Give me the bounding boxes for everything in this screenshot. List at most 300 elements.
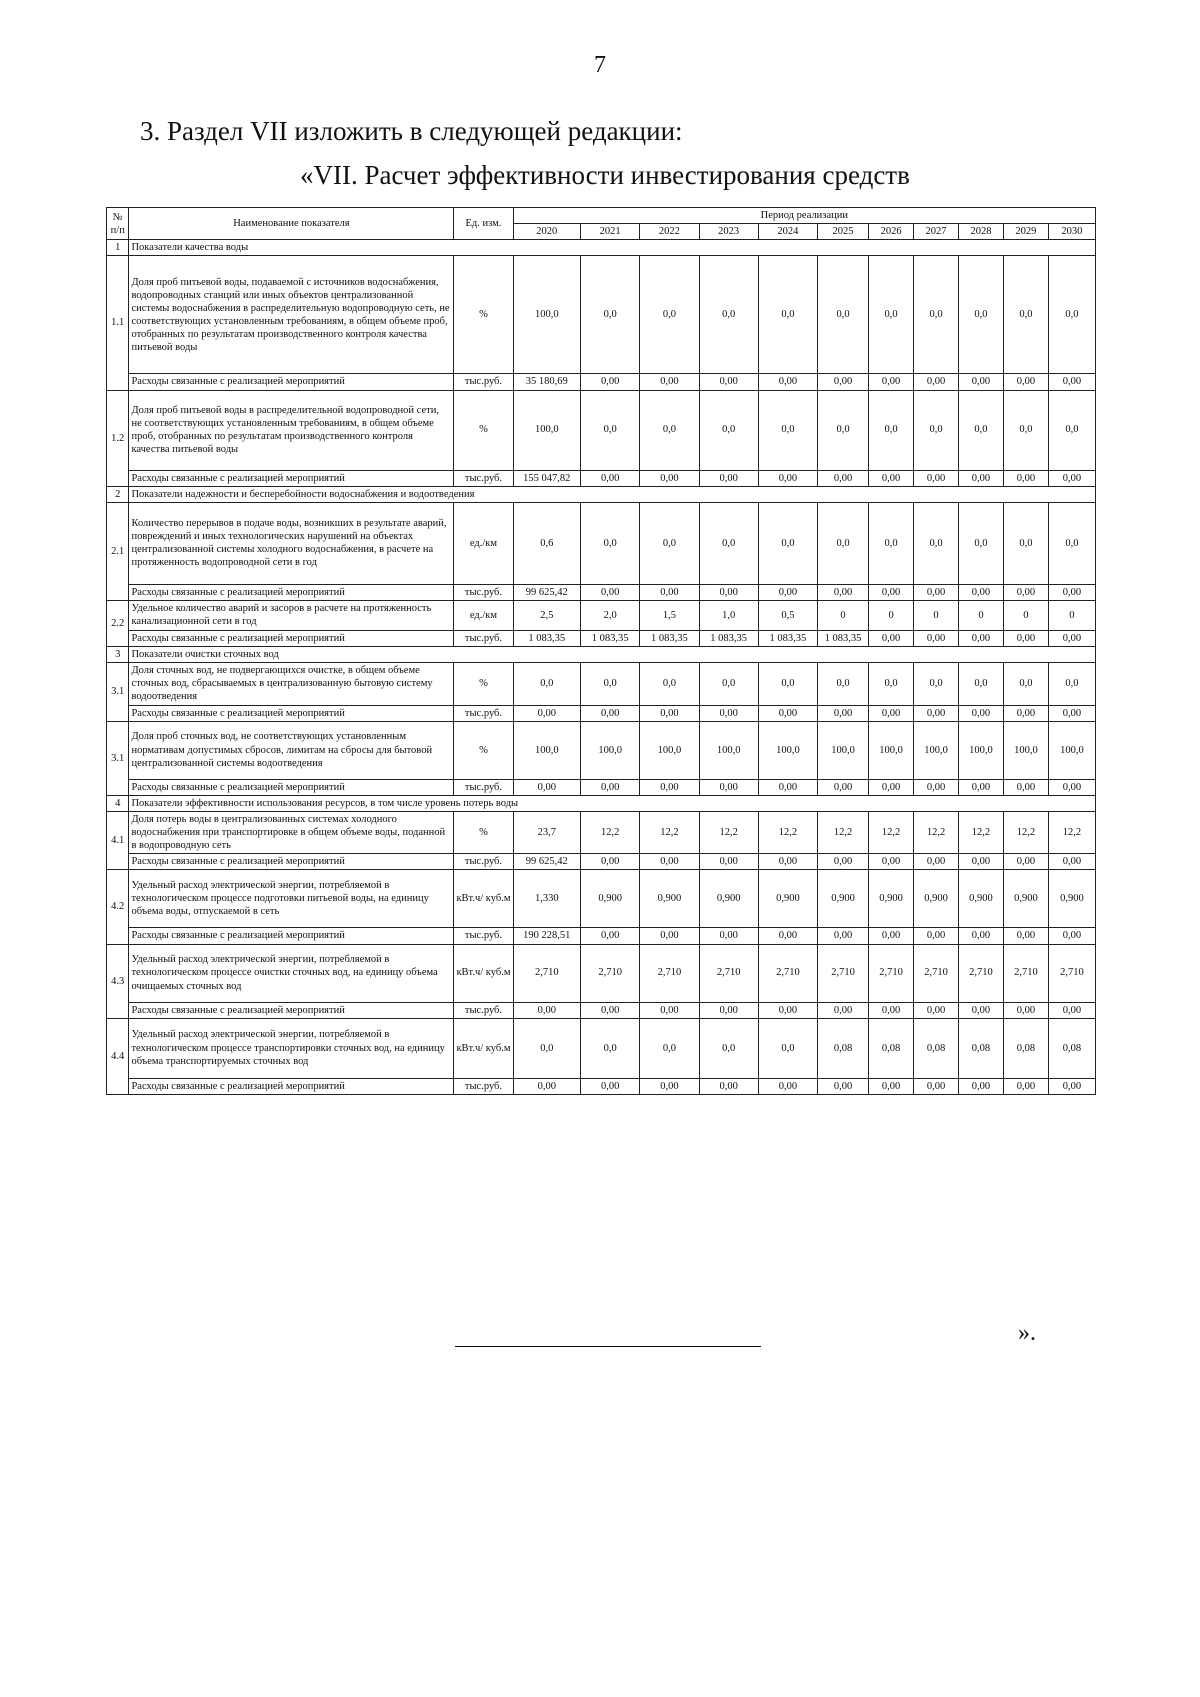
expense-value: 0,00 [914, 584, 959, 600]
column-header-year: 2025 [818, 224, 869, 240]
section-amendment-heading: 3. Раздел VII изложить в следующей редакции: [140, 116, 683, 146]
indicator-number: 4.3 [107, 944, 129, 1018]
expense-value: 0,00 [869, 1078, 914, 1094]
indicator-value: 100,0 [513, 721, 580, 779]
expense-name: Расходы связанные с реализацией мероприятий [129, 630, 454, 646]
expense-row [107, 705, 1096, 721]
indicator-value: 100,0 [699, 721, 758, 779]
indicator-value: 100,0 [1048, 721, 1095, 779]
indicator-value: 12,2 [1048, 811, 1095, 853]
expense-unit: тыс.руб. [454, 928, 513, 944]
expense-value: 0,00 [758, 1002, 817, 1018]
indicator-value: 0,0 [640, 256, 699, 374]
indicator-row [107, 663, 1096, 705]
expense-value: 1 083,35 [818, 630, 869, 646]
indicator-value: 1,330 [513, 870, 580, 928]
indicator-value: 0,5 [758, 600, 817, 630]
indicator-value: 2,710 [1003, 944, 1048, 1002]
expense-row [107, 584, 1096, 600]
expense-value: 0,00 [640, 374, 699, 390]
expense-value: 0,00 [818, 374, 869, 390]
indicator-value: 0,0 [869, 256, 914, 374]
expense-value: 0,00 [914, 854, 959, 870]
indicator-unit: % [454, 256, 513, 374]
indicator-number: 1.2 [107, 390, 129, 486]
expense-value: 0,00 [699, 374, 758, 390]
expense-unit: тыс.руб. [454, 470, 513, 486]
indicator-value: 1,5 [640, 600, 699, 630]
column-header-year: 2023 [699, 224, 758, 240]
indicator-unit: % [454, 663, 513, 705]
indicator-value: 0,0 [758, 390, 817, 470]
indicator-value: 2,0 [581, 600, 640, 630]
indicator-value: 12,2 [869, 811, 914, 853]
indicator-value: 2,5 [513, 600, 580, 630]
indicator-value: 100,0 [1003, 721, 1048, 779]
expense-value: 0,00 [758, 584, 817, 600]
section-row [107, 795, 1096, 811]
indicator-row [107, 502, 1096, 584]
expense-value: 0,00 [958, 1078, 1003, 1094]
expense-value: 0,00 [869, 584, 914, 600]
expense-value: 0,00 [958, 584, 1003, 600]
expense-value: 0,00 [699, 1078, 758, 1094]
expense-value: 0,00 [581, 1078, 640, 1094]
indicator-value: 2,710 [758, 944, 817, 1002]
expense-value: 0,00 [1003, 779, 1048, 795]
indicator-value: 0,0 [699, 1018, 758, 1078]
expense-value: 0,00 [1048, 705, 1095, 721]
indicator-value: 12,2 [818, 811, 869, 853]
expense-value: 0,00 [914, 630, 959, 646]
indicator-value: 0,08 [1048, 1018, 1095, 1078]
indicator-value: 0,0 [640, 502, 699, 584]
indicator-value: 0,900 [1003, 870, 1048, 928]
indicator-row [107, 390, 1096, 470]
section-row [107, 486, 1096, 502]
expense-row [107, 779, 1096, 795]
indicator-value: 12,2 [1003, 811, 1048, 853]
indicator-value: 12,2 [958, 811, 1003, 853]
section-title-cell: Показатели надежности и бесперебойности водоснабжения и водоотведения [129, 486, 1096, 502]
indicator-number: 2.1 [107, 502, 129, 600]
indicator-unit: ед./км [454, 502, 513, 584]
expense-value: 0,00 [640, 779, 699, 795]
expense-value: 0,00 [818, 584, 869, 600]
expense-name: Расходы связанные с реализацией мероприятий [129, 854, 454, 870]
indicator-value: 0 [914, 600, 959, 630]
indicator-value: 100,0 [581, 721, 640, 779]
expense-unit: тыс.руб. [454, 779, 513, 795]
expense-value: 1 083,35 [513, 630, 580, 646]
expense-value: 0,00 [640, 928, 699, 944]
expense-value: 0,00 [699, 705, 758, 721]
indicator-value: 0,0 [914, 502, 959, 584]
indicator-value: 0,0 [1003, 663, 1048, 705]
expense-name: Расходы связанные с реализацией мероприятий [129, 1078, 454, 1094]
expense-value: 0,00 [581, 928, 640, 944]
expense-value: 0,00 [581, 470, 640, 486]
indicator-value: 2,710 [513, 944, 580, 1002]
indicator-value: 0,0 [758, 256, 817, 374]
expense-value: 0,00 [958, 470, 1003, 486]
section-title: «VII. Расчет эффективности инвестирования средств [300, 160, 910, 190]
expense-value: 0,00 [818, 1002, 869, 1018]
expense-value: 0,00 [958, 705, 1003, 721]
indicator-value: 2,710 [869, 944, 914, 1002]
expense-value: 0,00 [914, 374, 959, 390]
expense-value: 0,00 [1048, 374, 1095, 390]
expense-row [107, 854, 1096, 870]
indicator-value: 2,710 [699, 944, 758, 1002]
indicator-value: 0,0 [958, 663, 1003, 705]
expense-value: 0,00 [758, 374, 817, 390]
expense-value: 0,00 [958, 630, 1003, 646]
indicator-value: 0,0 [513, 663, 580, 705]
expense-value: 0,00 [640, 854, 699, 870]
expense-unit: тыс.руб. [454, 1078, 513, 1094]
indicator-value: 2,710 [640, 944, 699, 1002]
expense-value: 0,00 [818, 1078, 869, 1094]
expense-value: 0,00 [869, 779, 914, 795]
expense-value: 0,00 [699, 584, 758, 600]
expense-value: 0,00 [699, 470, 758, 486]
indicator-value: 100,0 [869, 721, 914, 779]
indicator-value: 0,0 [581, 256, 640, 374]
indicator-value: 0,0 [869, 390, 914, 470]
indicator-value: 0,0 [914, 256, 959, 374]
indicator-unit: кВт.ч/ куб.м [454, 870, 513, 928]
section-number: 2 [107, 486, 129, 502]
indicator-value: 0,900 [640, 870, 699, 928]
indicator-value: 0,0 [1003, 502, 1048, 584]
indicator-value: 0,0 [818, 502, 869, 584]
expense-value: 0,00 [513, 779, 580, 795]
column-header-year: 2028 [958, 224, 1003, 240]
expense-value: 0,00 [640, 470, 699, 486]
expense-value: 0,00 [581, 779, 640, 795]
expense-value: 35 180,69 [513, 374, 580, 390]
indicator-value: 1,0 [699, 600, 758, 630]
indicator-number: 1.1 [107, 256, 129, 390]
indicator-value: 0,6 [513, 502, 580, 584]
expense-value: 0,00 [869, 928, 914, 944]
indicator-value: 0,0 [1003, 256, 1048, 374]
expense-value: 0,00 [513, 705, 580, 721]
section-row [107, 647, 1096, 663]
expense-name: Расходы связанные с реализацией мероприятий [129, 584, 454, 600]
expense-value: 0,00 [1003, 584, 1048, 600]
column-header-period: Период реализации [513, 208, 1095, 224]
expense-value: 0,00 [758, 928, 817, 944]
expense-value: 0,00 [640, 584, 699, 600]
indicator-name: Удельное количество аварий и засоров в расчете на протяженность канализационной сети в год [129, 600, 454, 630]
expense-value: 0,00 [513, 1002, 580, 1018]
indicator-number: 3.1 [107, 721, 129, 795]
section-title-cell: Показатели очистки сточных вод [129, 647, 1096, 663]
expense-value: 0,00 [1048, 1002, 1095, 1018]
indicator-value: 0,0 [699, 256, 758, 374]
indicator-value: 0,08 [958, 1018, 1003, 1078]
expense-value: 0,00 [958, 779, 1003, 795]
expense-row [107, 1002, 1096, 1018]
indicator-value: 0,0 [958, 390, 1003, 470]
expense-unit: тыс.руб. [454, 584, 513, 600]
expense-value: 0,00 [1048, 1078, 1095, 1094]
indicator-value: 2,710 [581, 944, 640, 1002]
section-row [107, 240, 1096, 256]
table-body [107, 240, 1096, 1095]
expense-name: Расходы связанные с реализацией мероприятий [129, 374, 454, 390]
expense-value: 0,00 [818, 470, 869, 486]
expense-value: 0,00 [914, 1078, 959, 1094]
expense-name: Расходы связанные с реализацией мероприятий [129, 1002, 454, 1018]
column-header-year: 2029 [1003, 224, 1048, 240]
indicator-value: 0,0 [869, 502, 914, 584]
indicator-value: 0,0 [640, 1018, 699, 1078]
indicator-value: 0,0 [581, 390, 640, 470]
column-header-number: № п/п [107, 208, 129, 240]
column-header-year: 2022 [640, 224, 699, 240]
expense-value: 0,00 [1003, 705, 1048, 721]
indicator-number: 4.4 [107, 1018, 129, 1094]
indicator-value: 0 [869, 600, 914, 630]
page-number: 7 [594, 52, 606, 78]
expense-value: 0,00 [818, 854, 869, 870]
indicator-value: 0,0 [1048, 663, 1095, 705]
indicator-value: 0,0 [640, 663, 699, 705]
indicator-value: 2,710 [1048, 944, 1095, 1002]
expense-row [107, 928, 1096, 944]
indicator-value: 0,0 [581, 1018, 640, 1078]
expense-value: 0,00 [1003, 1002, 1048, 1018]
indicator-row [107, 256, 1096, 374]
indicator-value: 0,0 [958, 502, 1003, 584]
indicator-value: 100,0 [818, 721, 869, 779]
indicator-unit: % [454, 811, 513, 853]
expense-value: 0,00 [513, 1078, 580, 1094]
indicator-value: 0,0 [818, 390, 869, 470]
expense-value: 0,00 [914, 928, 959, 944]
indicator-name: Удельный расход электрической энергии, потребляемой в технологическом процессе очистки сточных вод, на единицу объема очищаемых сточных вод [129, 944, 454, 1002]
expense-value: 0,00 [1048, 630, 1095, 646]
section-title-cell: Показатели качества воды [129, 240, 1096, 256]
expense-unit: тыс.руб. [454, 854, 513, 870]
indicator-value: 100,0 [513, 256, 580, 374]
indicator-row [107, 944, 1096, 1002]
expense-value: 0,00 [581, 1002, 640, 1018]
indicator-value: 0 [1003, 600, 1048, 630]
indicator-value: 12,2 [914, 811, 959, 853]
indicator-name: Доля проб питьевой воды, подаваемой с источников водоснабжения, водопроводных станций или иных объектов централизованной системы водоснабжения в распределительную водопроводную сеть, не соответствующих установленным требованиям, в общем объеме проб, отобранных по результатам производственного контроля качества питьевой воды [129, 256, 454, 374]
expense-value: 0,00 [869, 374, 914, 390]
expense-value: 0,00 [1003, 854, 1048, 870]
closing-quote-mark: ». [1018, 1320, 1036, 1346]
column-header-year: 2026 [869, 224, 914, 240]
expense-value: 1 083,35 [699, 630, 758, 646]
expense-value: 0,00 [818, 705, 869, 721]
indicator-value: 0,900 [581, 870, 640, 928]
indicator-value: 0,0 [958, 256, 1003, 374]
indicator-value: 0,900 [1048, 870, 1095, 928]
indicator-value: 0,0 [914, 663, 959, 705]
indicator-value: 0,0 [758, 1018, 817, 1078]
column-header-name: Наименование показателя [129, 208, 454, 240]
indicator-value: 0,900 [958, 870, 1003, 928]
expense-value: 0,00 [958, 1002, 1003, 1018]
expense-name: Расходы связанные с реализацией мероприятий [129, 470, 454, 486]
indicator-value: 0,08 [869, 1018, 914, 1078]
expense-name: Расходы связанные с реализацией мероприятий [129, 705, 454, 721]
indicator-name: Удельный расход электрической энергии, потребляемой в технологическом процессе подготовки питьевой воды, на единицу объема воды, отпускаемой в сеть [129, 870, 454, 928]
expense-value: 0,00 [869, 470, 914, 486]
column-header-year: 2030 [1048, 224, 1095, 240]
expense-value: 1 083,35 [581, 630, 640, 646]
column-header-year: 2020 [513, 224, 580, 240]
expense-value: 0,00 [758, 705, 817, 721]
expense-value: 0,00 [699, 779, 758, 795]
indicator-value: 0,08 [818, 1018, 869, 1078]
indicator-value: 0,0 [581, 502, 640, 584]
expense-value: 0,00 [699, 928, 758, 944]
indicator-row [107, 811, 1096, 853]
expense-name: Расходы связанные с реализацией мероприятий [129, 928, 454, 944]
expense-row [107, 1078, 1096, 1094]
expense-row [107, 374, 1096, 390]
indicator-value: 0,900 [914, 870, 959, 928]
expense-value: 0,00 [1003, 630, 1048, 646]
indicator-value: 23,7 [513, 811, 580, 853]
indicator-value: 0,0 [1048, 256, 1095, 374]
expense-value: 0,00 [1048, 470, 1095, 486]
expense-name: Расходы связанные с реализацией мероприятий [129, 779, 454, 795]
expense-unit: тыс.руб. [454, 1002, 513, 1018]
indicator-value: 0,0 [699, 390, 758, 470]
expense-value: 0,00 [958, 854, 1003, 870]
expense-value: 0,00 [581, 705, 640, 721]
indicator-value: 0,0 [1048, 502, 1095, 584]
section-title-cell: Показатели эффективности использования ресурсов, в том числе уровень потерь воды [129, 795, 1096, 811]
indicator-value: 0,0 [640, 390, 699, 470]
expense-value: 1 083,35 [640, 630, 699, 646]
indicator-number: 4.1 [107, 811, 129, 870]
expense-value: 0,00 [581, 374, 640, 390]
indicator-value: 100,0 [640, 721, 699, 779]
expense-value: 0,00 [914, 1002, 959, 1018]
indicator-row [107, 721, 1096, 779]
expense-value: 190 228,51 [513, 928, 580, 944]
indicator-value: 0 [958, 600, 1003, 630]
expense-value: 0,00 [758, 854, 817, 870]
indicator-name: Количество перерывов в подаче воды, возникших в результате аварий, повреждений и иных технологических нарушений на объектах централизованной системы холодного водоснабжения, в расчете на протяженность водопроводной сети в год [129, 502, 454, 584]
expense-value: 1 083,35 [758, 630, 817, 646]
indicator-row [107, 600, 1096, 630]
expense-value: 0,00 [640, 705, 699, 721]
column-header-year: 2027 [914, 224, 959, 240]
indicator-number: 3.1 [107, 663, 129, 722]
indicator-value: 0,900 [818, 870, 869, 928]
expense-value: 0,00 [581, 584, 640, 600]
expense-value: 0,00 [914, 779, 959, 795]
expense-value: 0,00 [699, 1002, 758, 1018]
column-header-year: 2021 [581, 224, 640, 240]
expense-value: 0,00 [758, 779, 817, 795]
indicator-value: 0,08 [914, 1018, 959, 1078]
expense-value: 0,00 [640, 1078, 699, 1094]
expense-value: 0,00 [581, 854, 640, 870]
indicator-value: 2,710 [818, 944, 869, 1002]
indicator-value: 100,0 [914, 721, 959, 779]
column-header-year: 2024 [758, 224, 817, 240]
indicator-unit: кВт.ч/ куб.м [454, 1018, 513, 1078]
indicator-value: 0 [818, 600, 869, 630]
indicator-number: 4.2 [107, 870, 129, 944]
indicator-unit: % [454, 721, 513, 779]
indicator-value: 0 [1048, 600, 1095, 630]
expense-row [107, 630, 1096, 646]
indicator-value: 0,0 [1048, 390, 1095, 470]
indicator-value: 0,900 [869, 870, 914, 928]
indicator-value: 2,710 [914, 944, 959, 1002]
indicator-unit: % [454, 390, 513, 470]
expense-value: 0,00 [818, 928, 869, 944]
expense-value: 0,00 [869, 854, 914, 870]
indicator-value: 0,0 [581, 663, 640, 705]
indicator-value: 0,0 [513, 1018, 580, 1078]
indicator-value: 0,900 [758, 870, 817, 928]
expense-value: 99 625,42 [513, 854, 580, 870]
expense-value: 0,00 [1003, 1078, 1048, 1094]
indicator-unit: кВт.ч/ куб.м [454, 944, 513, 1002]
expense-unit: тыс.руб. [454, 630, 513, 646]
indicator-value: 0,0 [758, 663, 817, 705]
expense-value: 0,00 [869, 630, 914, 646]
table-header-row [107, 208, 1096, 224]
efficiency-table [106, 207, 1096, 1095]
indicator-value: 0,0 [699, 663, 758, 705]
indicator-value: 0,0 [914, 390, 959, 470]
efficiency-table-container [106, 207, 1096, 1095]
indicator-name: Доля потерь воды в централизованных системах холодного водоснабжения при транспортировке в общем объеме воды, поданной в водопроводную сеть [129, 811, 454, 853]
section-number: 1 [107, 240, 129, 256]
indicator-number: 2.2 [107, 600, 129, 646]
indicator-value: 0,0 [818, 256, 869, 374]
section-number: 4 [107, 795, 129, 811]
expense-value: 0,00 [958, 374, 1003, 390]
indicator-value: 100,0 [958, 721, 1003, 779]
expense-unit: тыс.руб. [454, 374, 513, 390]
expense-value: 0,00 [1048, 779, 1095, 795]
expense-value: 0,00 [869, 1002, 914, 1018]
indicator-unit: ед./км [454, 600, 513, 630]
indicator-name: Доля проб питьевой воды в распределительной водопроводной сети, не соответствующих установленным требованиям, в общем объеме проб, отобранных по результатам производственного контроля качества питьевой воды [129, 390, 454, 470]
expense-value: 0,00 [1003, 374, 1048, 390]
indicator-row [107, 1018, 1096, 1078]
indicator-row [107, 870, 1096, 928]
expense-value: 0,00 [699, 854, 758, 870]
indicator-name: Доля проб сточных вод, не соответствующих установленным нормативам допустимых сбросов, лимитам на сбросы для бытовой централизованной системы водоотведения [129, 721, 454, 779]
expense-value: 0,00 [958, 928, 1003, 944]
indicator-value: 0,0 [818, 663, 869, 705]
expense-value: 0,00 [869, 705, 914, 721]
column-header-unit: Ед. изм. [454, 208, 513, 240]
expense-value: 0,00 [758, 1078, 817, 1094]
expense-value: 0,00 [1003, 470, 1048, 486]
indicator-name: Доля сточных вод, не подвергающихся очистке, в общем объеме сточных вод, сбрасываемых в централизованную бытовую систему водоотведения [129, 663, 454, 705]
expense-row [107, 470, 1096, 486]
section-number: 3 [107, 647, 129, 663]
indicator-value: 100,0 [758, 721, 817, 779]
